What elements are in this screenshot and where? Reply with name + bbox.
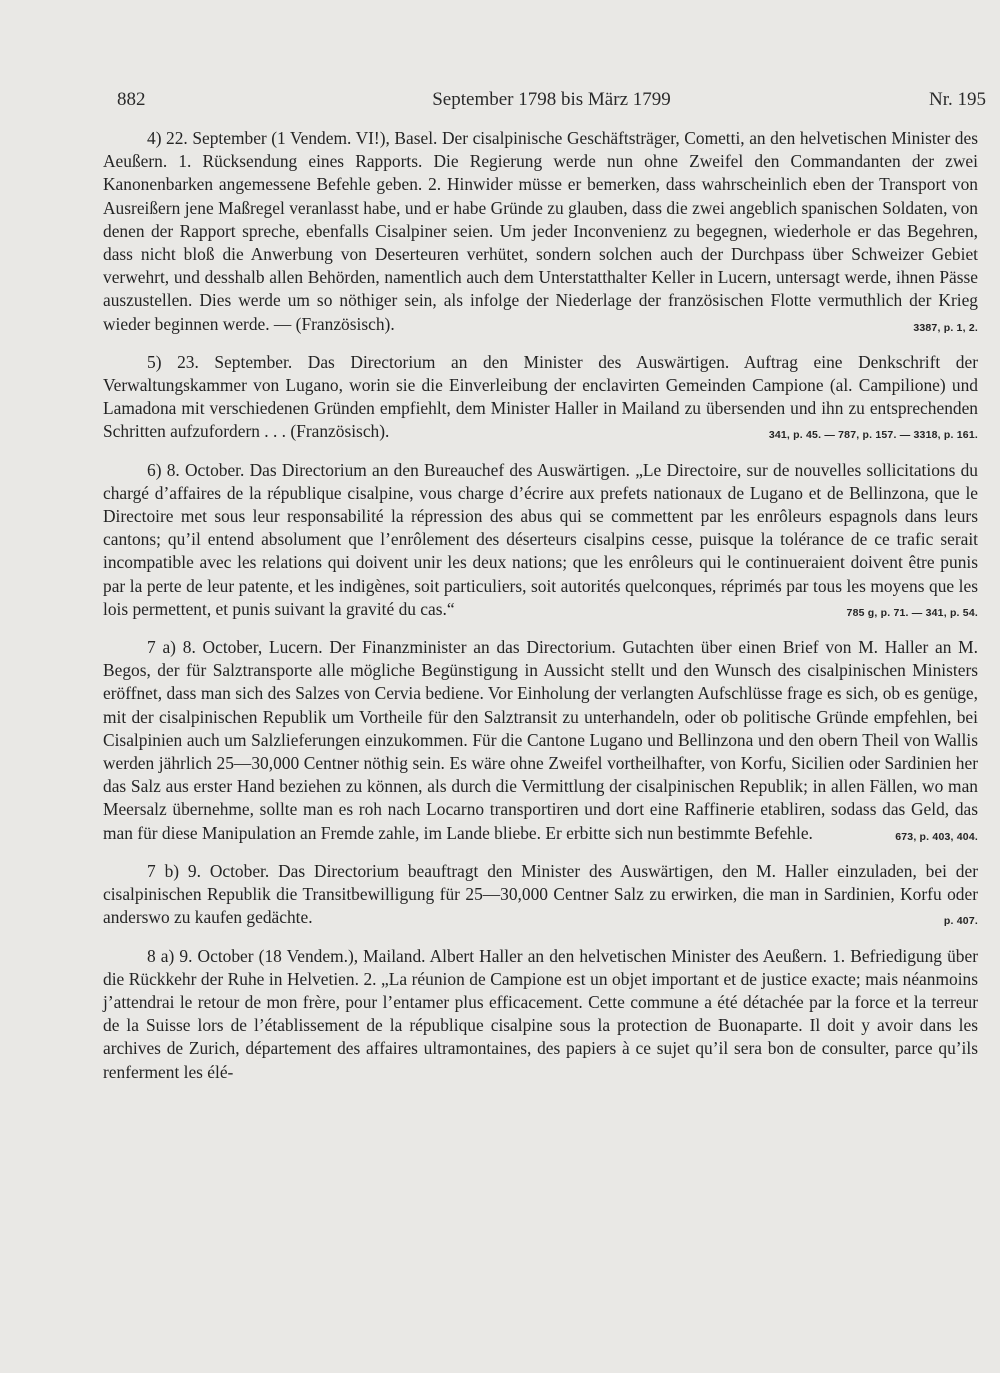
entry-7a [103, 636, 978, 849]
archive-reference: 673, p. 403, 404. [895, 830, 978, 843]
document-number: Nr. 195 [929, 89, 986, 110]
entry-4 [103, 127, 978, 340]
archive-reference: 785 g, p. 71. — 341, p. 54. [846, 606, 978, 619]
entry-text: 8 a) 9. October (18 Vendem.), Mailand. Albert Haller an den helvetischen Minister des Aeußern. 1. Befriedigung über die Rückkehr der Ruhe in Helvetien. 2. „La réunion de Campione est un objet important et de justice exacte; mais néanmoins j’attendrai le retour de mon frère, pour l’entamer plus efficacement. Cette commune a été détachée par la force et la terreur de la Suisse lors de l’établissement de la république cisalpine sous la protection de Buonaparte. Il doit y avoir dans les archives de Zurich, département des affaires ultramontaines, des papiers à ce sujet qu’il sera bon de consulter, parce qu’ils renferment les élé- [103, 945, 978, 1082]
header-title: September 1798 bis März 1799 [432, 89, 671, 110]
entry-7b [103, 860, 978, 934]
entry-8a [103, 945, 978, 1084]
body-text [103, 127, 978, 1095]
entry-5 [103, 351, 978, 448]
archive-reference: p. 407. [943, 915, 978, 928]
entry-text: 7 a) 8. October, Lucern. Der Finanzminister an das Directorium. Gutachten über einen Brief von M. Haller an M. Begos, der für Salztransporte alle mögliche Begünstigung in Aussicht stellt und den Wunsch des cisalpinischen Ministers eröffnet, dass man sich des Salzes von Cervia bediene. Vor Einholung der verlangten Aufschlüsse frage es sich, ob es genüge, mit der cisalpinischen Republik um Vortheile für den Salztransit zu unterhandeln, oder ob politische Gründe empfehlen, bei Cisalpinien auch um Salzlieferungen einzukommen. Für die Cantone Lugano und Bellinzona und den obern Theil von Wallis werden jährlich 25—30,000 Centner nöthig sein. Es wäre ohne Zweifel vortheilhafter, von Korfu, Sicilien oder Sardinien her das Salz aus erster Hand beziehen zu können, als durch die Vermittlung der cisalpinischen Republik; in allen Fällen, wo man Meersalz übernehme, sollte man es roh nach Locarno transportiren und dort eine Raffinerie etabliren, sodass das Geld, das man für diese Manipulation an Fremde zahle, im Lande bliebe. Er erbitte sich nun bestimmte Befehle. [103, 637, 978, 843]
page-number: 882 [117, 89, 146, 110]
entry-text: 5) 23. September. Das Directorium an den Minister des Auswärtigen. Auftrag eine Denkschrift der Verwaltungskammer von Lugano, worin sie die Einverleibung der enclavirten Gemeinden Campione (al. Campilione) und Lamadona mit verschiedenen Gründen empfiehlt, dem Minister Haller in Mailand zu übersenden und ihn zu entsprechenden Schritten aufzufordern . . . (Französisch). [103, 351, 978, 442]
entry-text: 7 b) 9. October. Das Directorium beauftragt den Minister des Auswärtigen, den M. Haller einzuladen, bei der cisalpinischen Republik die Transitbewilligung für 25—30,000 Centner Salz zu erwirken, die man in Sardinien, Korfu oder anderswo zu kaufen gedächte. [103, 860, 978, 928]
archive-reference: 3387, p. 1, 2. [913, 321, 978, 334]
running-header [117, 89, 986, 111]
archive-reference: 341, p. 45. — 787, p. 157. — 3318, p. 161. [768, 429, 978, 442]
entry-text: 6) 8. October. Das Directorium an den Bureauchef des Auswärtigen. „Le Directoire, sur de nouvelles sollicitations du chargé d’affaires de la république cisalpine, vous charge d’écrire aux prefets nationaux de Lugano et de Bellinzona, que le Directoire met sous leur responsabilité la répression des abus qui se commettent par les enrôleurs espagnols dans leurs cantons; qu’il entend absolument que l’enrôlement des déserteurs cisalpins cesse, puisque la tolérance de ce trafic serait incompatible avec les relations qui doivent unir les deux nations; que les enrôleurs qui le continueraient doivent être punis par la perte de leur patente, et les indigènes, soit particuliers, soit autorités quelconques, réprimés par tous les moyens que les lois permettent, et punis suivant la gravité du cas.“ [103, 459, 978, 619]
entry-6 [103, 459, 978, 625]
entry-text: 4) 22. September (1 Vendem. VI!), Basel. Der cisalpinische Geschäftsträger, Cometti, an den helvetischen Minister des Aeußern. 1. Rücksendung eines Rapports. Die Regierung werde nun ohne Zweifel den Commandanten der zwei Kanonenbarken angemessene Befehle geben. 2. Hinwider müsse er bemerken, dass wahrscheinlich eben der Transport von Ausreißern jene Maßregel veranlasst habe, und er habe Gründe zu glauben, dass die zwei angeblich spanischen Soldaten, von denen der Rapport spreche, ebenfalls Cisalpiner seien. Um jeder Inconvenienz zu begegnen, wiederhole er das Begehren, dass nicht bloß die Anwerbung von Deserteuren verhütet, sondern solchen auch der Durchpass über Schweizer Gebiet verwehrt, und desshalb allen Behörden, namentlich auch dem Unterstatthalter Keller in Lucern, untersagt werde, ihnen Pässe auszustellen. Dies werde um so nöthiger sein, als infolge der Niederlage der französischen Flotte vermuthlich der Krieg wieder beginnen werde. — (Französisch). [103, 128, 978, 334]
